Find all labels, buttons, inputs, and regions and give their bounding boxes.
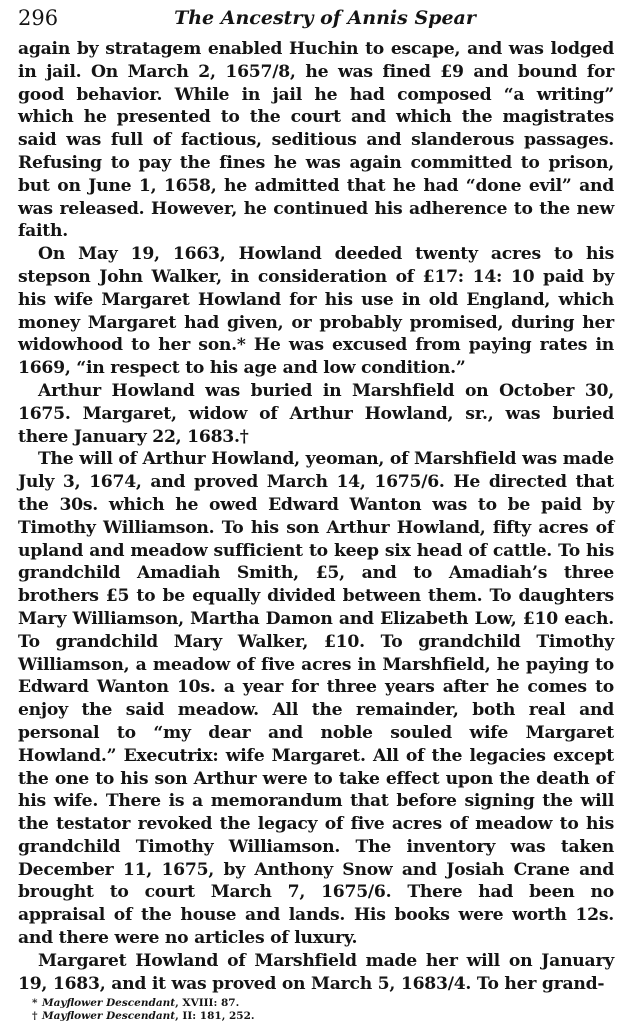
- footnote-source: Mayflower Descendant: [42, 1010, 176, 1023]
- footnote-mark: †: [32, 1010, 38, 1023]
- body-text: [18, 38, 614, 995]
- footnote-reference: , II: 181, 252.: [175, 1010, 255, 1023]
- footnote-reference: , XVIII: 87.: [175, 997, 240, 1010]
- book-page: [18, 6, 614, 1023]
- page-number: 296: [18, 6, 59, 30]
- footnote: [32, 997, 614, 1010]
- footnote: [32, 1010, 614, 1023]
- page-header: [18, 6, 614, 38]
- paragraph-margaret-will: Margaret Howland of Marshfield made her will on January 19, 1683, and it was proved on March 5, 1683/4. To her grand-: [18, 950, 614, 994]
- paragraph-continued: again by stratagem enabled Huchin to escape, and was lodged in jail. On March 2, 1657/8, he was fined £9 and bound for good behavior. While in jail he had composed “a writing” which he presented to the court and which the magistrates said was full of factious, seditious and slanderous passages. Refusing to pay the fines he was again committed to prison, but on June 1, 1658, he admitted that he had “done evil” and was released. However, he continued his adherence to the new faith.: [18, 39, 614, 242]
- footnote-source: Mayflower Descendant: [42, 997, 176, 1010]
- running-title: The Ancestry of Annis Spear: [174, 7, 476, 29]
- footnotes: [18, 997, 614, 1023]
- paragraph-will: The will of Arthur Howland, yeoman, of Marshfield was made July 3, 1674, and proved March 14, 1675/6. He directed that the 30s. which he owed Edward Wanton was to be paid by Timothy Williamson. To his son Arthur Howland, fifty acres of upland and meadow sufficient to keep six head of cattle. To his grandchild Amadiah Smith, £5, and to Amadiah’s three brothers £5 to be equally divided between them. To daughters Mary Williamson, Martha Damon and Elizabeth Low, £10 each. To grandchild Mary Walker, £10. To grandchild Timothy Williamson, a meadow of five acres in Marshfield, he paying to Edward Wanton 10s. a year for three years after he comes to enjoy the said meadow. All the remainder, both real and personal to “my dear and noble souled wife Margaret Howland.” Executrix: wife Margaret. All of the legacies except the one to his son Arthur were to take effect upon the death of his wife. There is a memorandum that before signing the will the testator revoked the legacy of five acres of meadow to his grandchild Timothy Williamson. The inventory was taken December 11, 1675, by Anthony Snow and Josiah Crane and brought to court March 7, 1675/6. There had been no appraisal of the house and lands. His books were worth 12s. and there were no articles of luxury.: [18, 449, 614, 949]
- paragraph-deed: On May 19, 1663, Howland deeded twenty acres to his stepson John Walker, in consideration of £17: 14: 10 paid by his wife Margaret Howland for his use in old England, which money Margaret had given, or probably promised, during her widowhood to her son.* He was excused from paying rates in 1669, “in respect to his age and low condition.”: [18, 244, 614, 379]
- paragraph-burial: Arthur Howland was buried in Marshfield on October 30, 1675. Margaret, widow of Arthur Howland, sr., was buried there January 22, 1683.†: [18, 380, 614, 447]
- footnote-mark: *: [32, 997, 38, 1010]
